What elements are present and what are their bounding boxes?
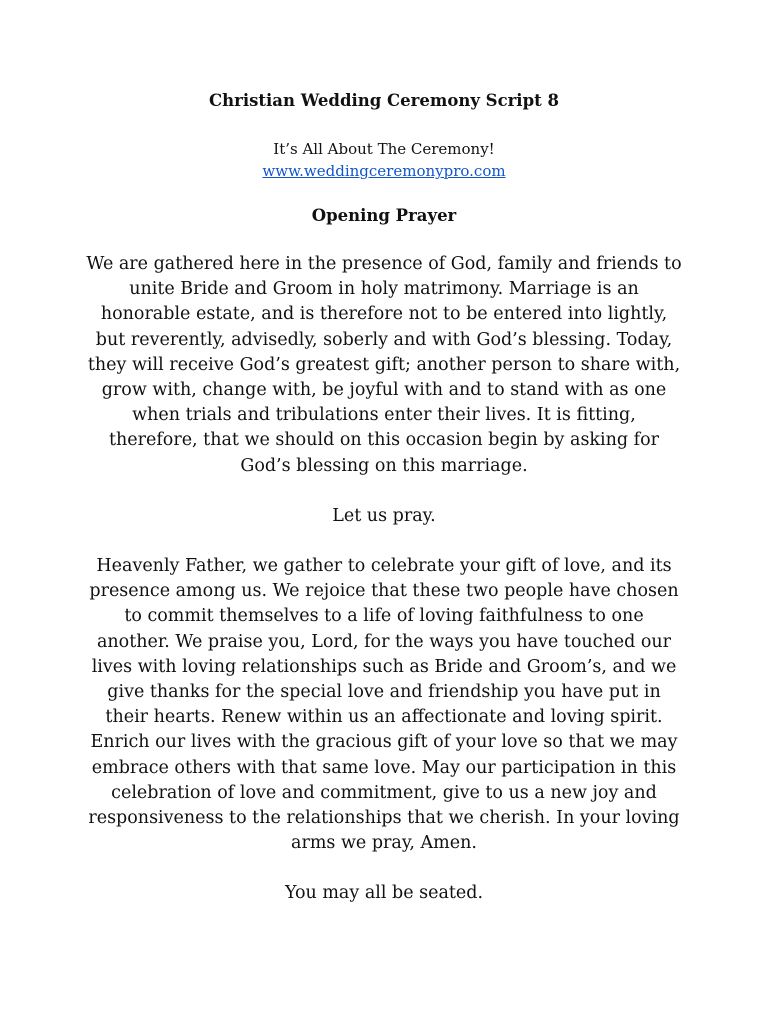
closing-line: You may all be seated.: [284, 883, 484, 904]
intro-paragraph: We are gathered here in the presence of God, family and friends to unite Bride and Groom in holy matrimony. Marriage is an honorable estate, and is therefore not to be entered into lightly, but reverently, advisedly, soberly and with God’s blessing. Today, they will receive God’s greatest gift; another person to share with, grow with, change with, be joyful with and to stand with as one when trials and tribulations enter their lives. It is fitting, therefore, that we should on this occasion begin by asking for God’s blessing on this marriage.: [86, 254, 682, 476]
tagline: It’s All About The Ceremony!: [273, 140, 495, 158]
website-link[interactable]: www.weddingceremonypro.com: [262, 162, 506, 180]
let-us-pray-line: Let us pray.: [332, 505, 436, 526]
section-heading: Opening Prayer: [311, 206, 457, 225]
document-page: [86, 88, 682, 907]
prayer-paragraph: Heavenly Father, we gather to celebrate your gift of love, and its presence among us. We rejoice that these two people have chosen to commit themselves to a life of loving faithfulness to one another. We praise you, Lord, for the ways you have touched our lives with loving relationships such as Bride and Groom’s, and we give thanks for the special love and friendship you have put in their hearts. Renew within us an affectionate and loving spirit. Enrich our lives with the gracious gift of your love so that we may embrace others with that same love. May our participation in this celebration of love and commitment, give to us a new joy and responsiveness to the relationships that we cherish. In your loving arms we pray, Amen.: [88, 556, 680, 854]
document-title: Christian Wedding Ceremony Script 8: [209, 91, 559, 110]
